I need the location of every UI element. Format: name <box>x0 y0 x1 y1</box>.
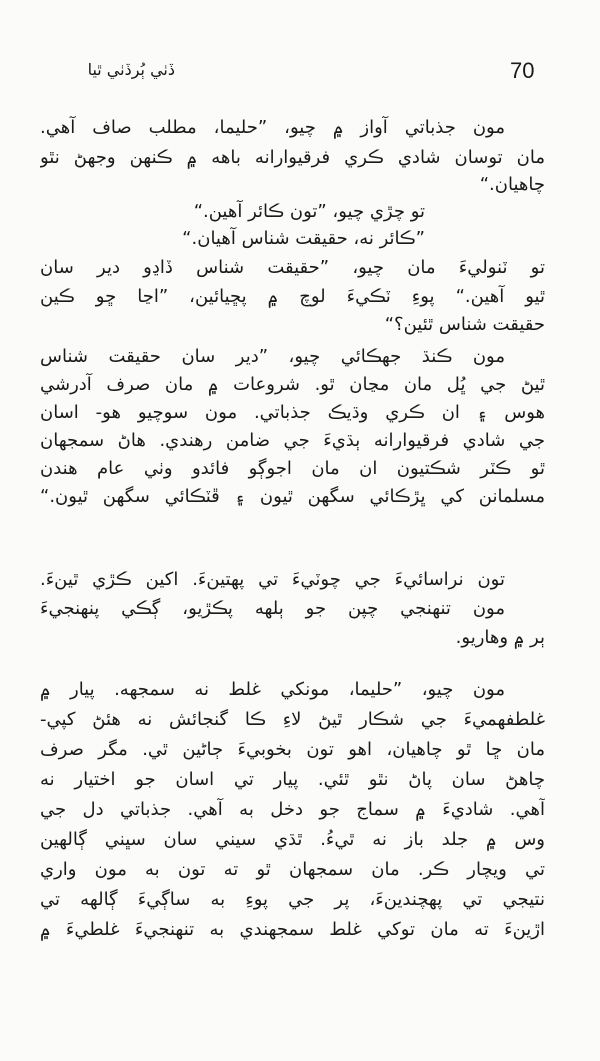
text-line: ٿيو آهين.“ پوءِ ٽڪيءَ لوچ ۾ پڇيائين، ”اڃا ڇو ڪين <box>40 286 545 307</box>
text-line: وس ۾ جلد باز نه ٿيءُ. ٿڌي سيني سان سڀني ڳالهين <box>40 829 545 850</box>
text-line: تي ويچار ڪر. مان سمجهان ٿو ته تون به مون واري <box>40 859 545 880</box>
text-line: مون تنهنجي چپن جو ٻلهه پڪڙيو، ڳڪي پنهنجيءَ <box>40 598 505 619</box>
text-line: مون جذباتي آواز ۾ چيو، ”حليما، مطلب صاف آهي. <box>40 117 505 138</box>
text-line: تو چڙي چيو، ”تون ڪائر آهين.“ <box>193 201 425 222</box>
text-line: تو ٽنوليءَ مان چيو، ”حقيقت شناس ڏاڍو دير سان <box>40 257 545 278</box>
text-line: ٿيڻ جي ڀُل مان مڃان ٿو. شروعات ۾ مان صرف آدرشي <box>40 374 545 395</box>
text-line: غلطفهميءَ جي شڪار ٿيڻ لاءِ ڪا گنجائش نه هئڻ کپي- <box>40 709 545 730</box>
text-line: مان ڇا ٿو چاهيان، اهو تون بخوبيءَ ڄاڻين ٿي. مگر صرف <box>40 739 545 760</box>
text-line: مون چيو، ”حليما، مونکي غلط نه سمجهه. پيار ۾ <box>40 679 505 700</box>
text-line: مون ڪنڌ جهڪائي چيو، ”دير سان حقيقت شناس <box>40 346 505 367</box>
text-line: چاهيان.“ <box>479 174 545 195</box>
text-line: حقيقت شناس ٿئين؟“ <box>384 314 545 335</box>
page-number: 70 <box>510 58 535 83</box>
text-line: تون نراسائيءَ جي چوٽيءَ تي پهتينءَ. اکين ڪڙي ٿينءَ. <box>40 569 505 590</box>
text-line: ٿو ڪٽر شڪتيون ان مان اجوڳو فائدو وٺي عام هندن <box>40 458 545 479</box>
text-line: ٻر ۾ وهاريو. <box>455 627 545 648</box>
text-line: چاهڻ سان پاڻ نٿو ٿئي. پيار تي اسان جو اختيار نه <box>40 769 545 790</box>
text-line: اڙينءَ ته مان توکي غلط سمجهندي به تنهنجيءَ غلطيءَ ۾ <box>40 919 545 940</box>
text-line: ”ڪائر نه، حقيقت شناس آهيان.“ <box>182 228 425 249</box>
text-line: مسلمانن کي ڀڙڪائي سگهن ٿيون ۽ ڦٽڪائي سگهن ٿيون.“ <box>40 486 545 507</box>
text-line: آهي. شاديءَ ۾ سماج جو دخل به آهي. جذباتي دل جي <box>40 799 545 820</box>
running-head: ڏٺي ٻُرڏٺي ٿيا <box>87 60 175 79</box>
text-line: جي شادي فرقيوارانه ٻڌيءَ جي ضامن رهندي. هاڻ سمجهان <box>40 430 545 451</box>
text-line: هوس ۽ ان ڪري وڌيڪ جذباتي. مون سوچيو هو- اسان <box>40 402 545 423</box>
text-line: مان توسان شادي ڪري فرقيوارانه باهه ۾ ڪنهن وجهڻ نٿو <box>40 147 545 168</box>
text-line: نتيجي تي پهچندينءَ، پر جي پوءِ به ساڳيءَ ڳالهه تي <box>40 889 545 910</box>
